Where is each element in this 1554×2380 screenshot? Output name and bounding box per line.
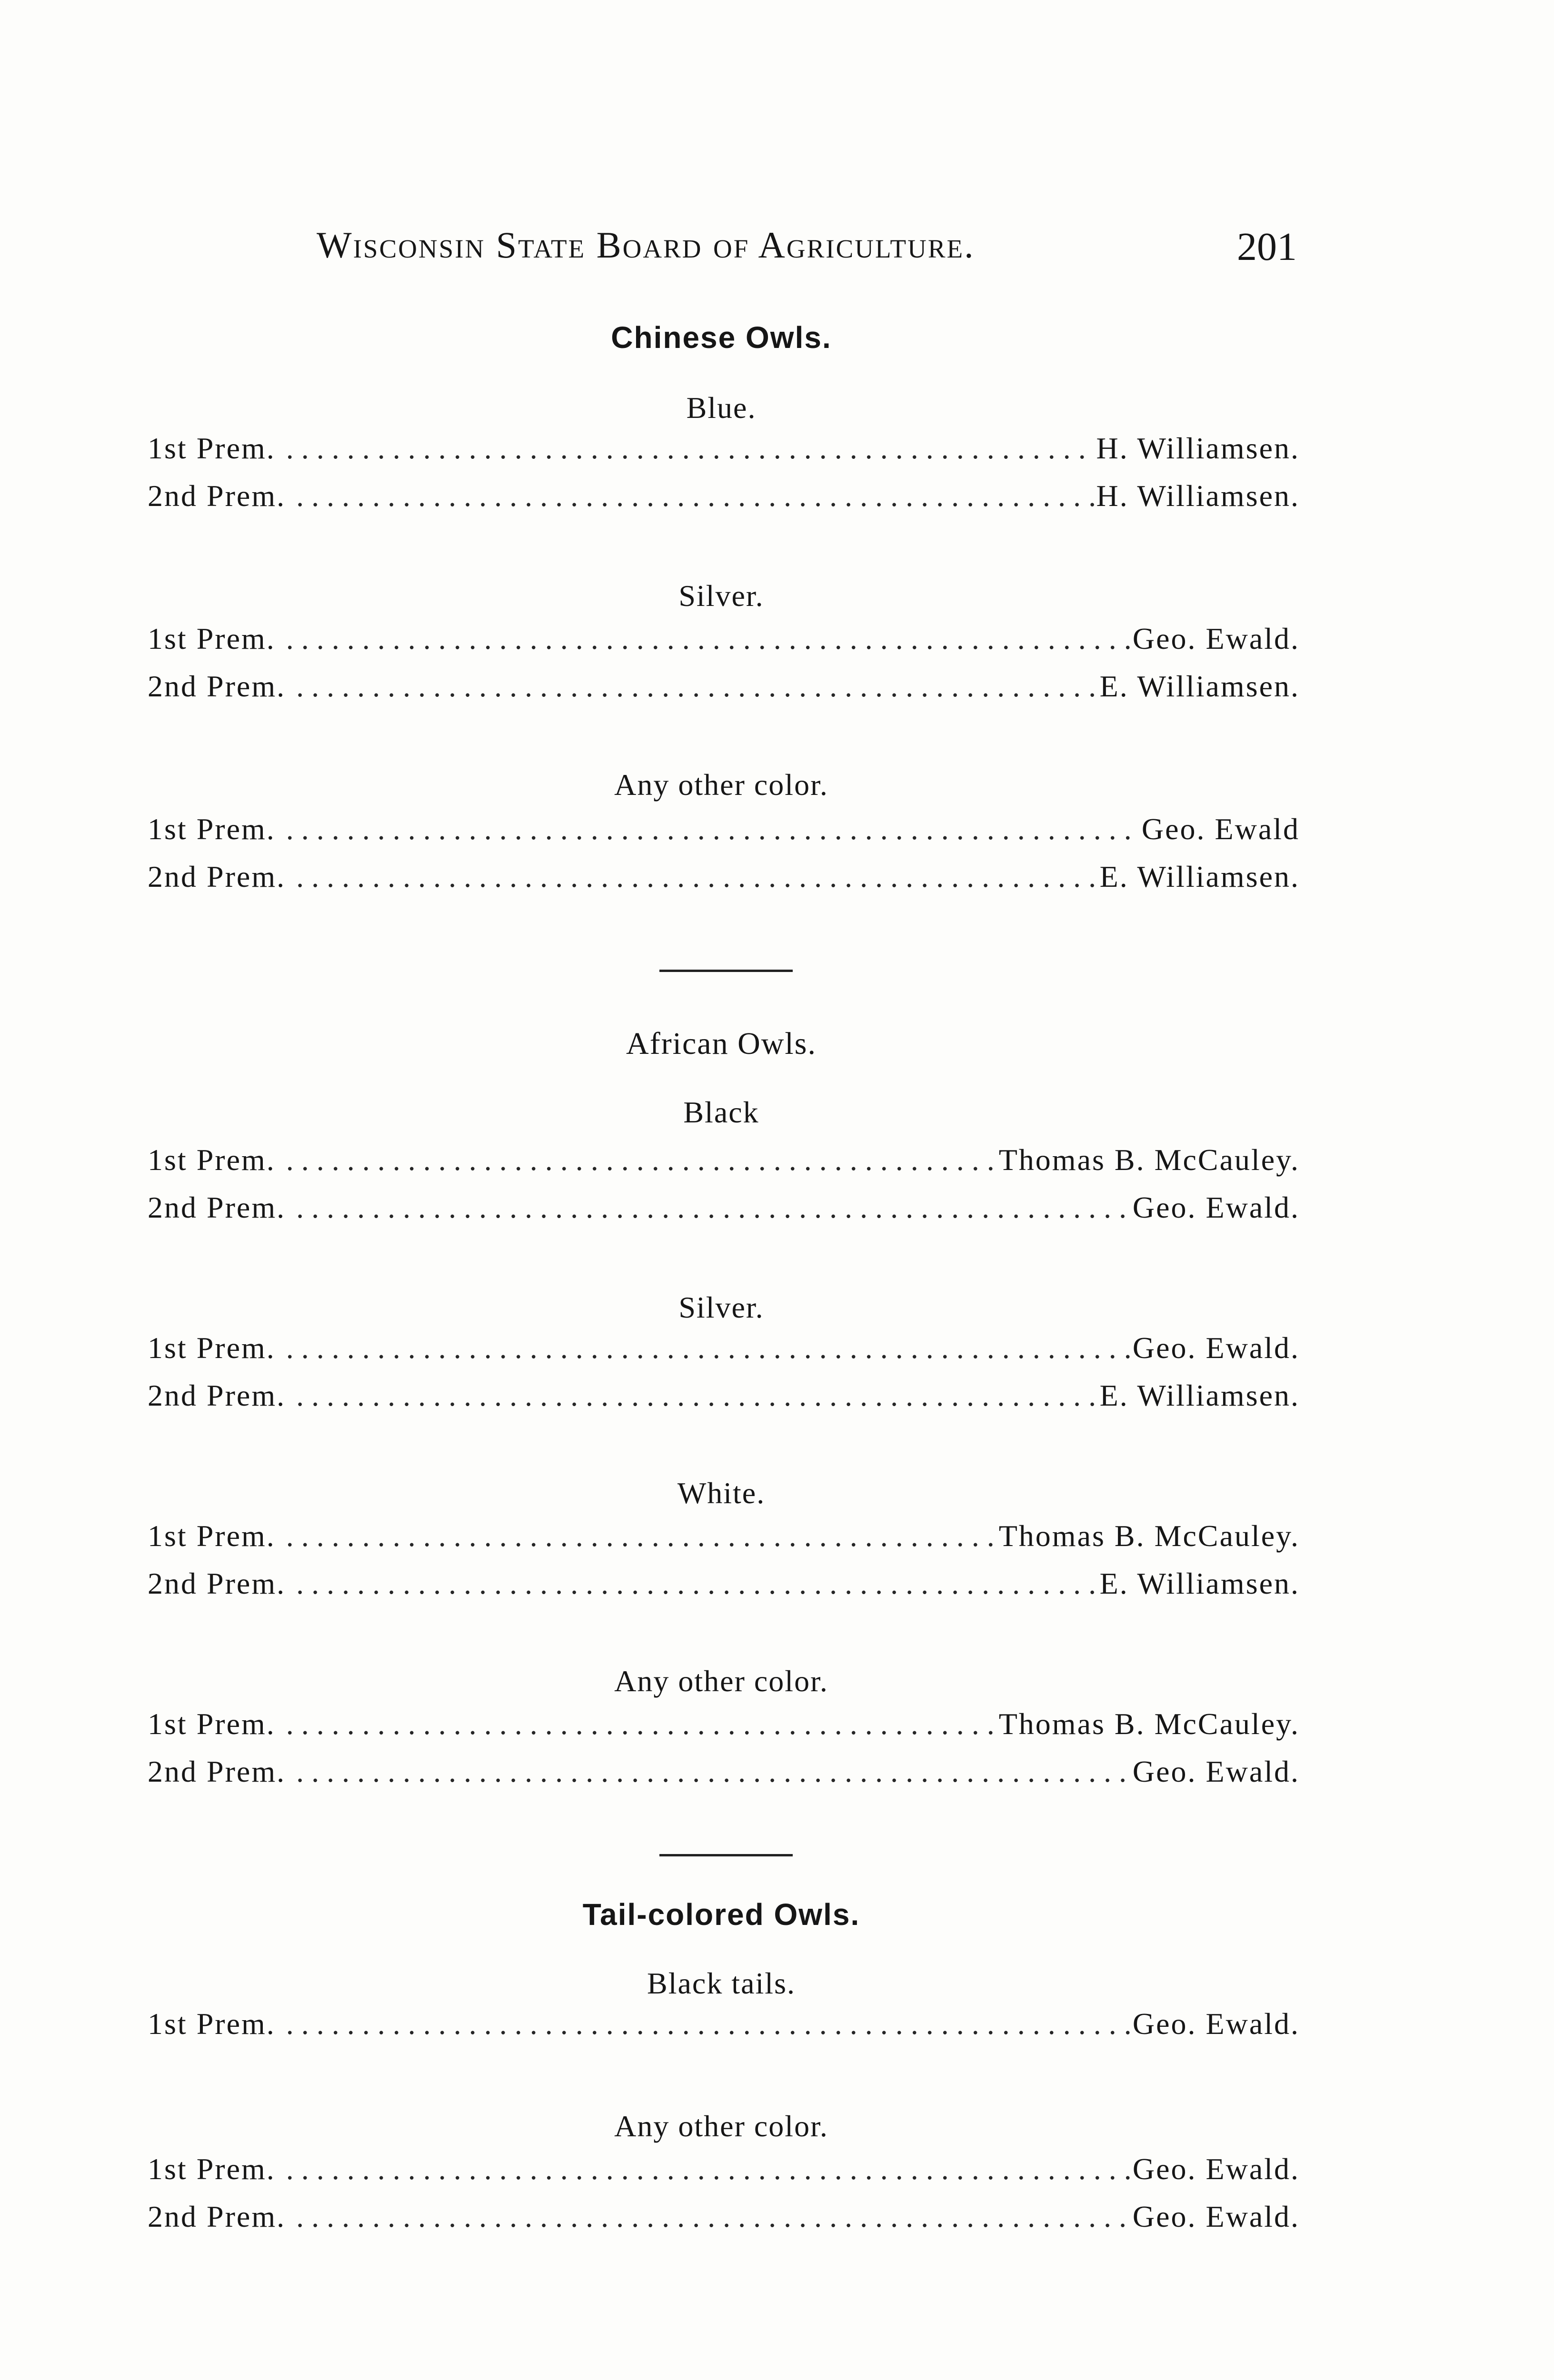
- award-row: [148, 431, 1300, 472]
- award-row: [148, 812, 1300, 853]
- award-row: [148, 1754, 1300, 1795]
- award-row: [148, 1566, 1300, 1607]
- award-row: [148, 1330, 1300, 1371]
- section-title: Tail-colored Owls.: [582, 1897, 860, 1932]
- award-row: [148, 2152, 1300, 2192]
- winner-name: Thomas B. McCauley.: [998, 1707, 1300, 1741]
- place-label: 1st Prem.: [148, 2152, 276, 2186]
- dot-leader: [296, 669, 1098, 704]
- winner-name: H. Williamsen.: [1096, 431, 1300, 465]
- group-title: Black tails.: [647, 1966, 796, 2000]
- place-label: 1st Prem.: [148, 431, 276, 465]
- group-title: Silver.: [678, 579, 764, 613]
- award-row: [148, 2199, 1300, 2240]
- place-label: 2nd Prem.: [148, 860, 286, 893]
- place-label: 1st Prem.: [148, 2007, 276, 2041]
- winner-name: Geo. Ewald.: [1132, 2200, 1300, 2233]
- dot-leader: [296, 859, 1098, 894]
- group-title: White.: [677, 1476, 766, 1510]
- place-label: 2nd Prem.: [148, 1567, 286, 1600]
- winner-name: Geo. Ewald: [1141, 812, 1300, 846]
- group-title: Blue.: [686, 391, 757, 425]
- place-label: 2nd Prem.: [148, 2200, 286, 2233]
- section-divider: [659, 1854, 793, 1856]
- award-row: [148, 669, 1300, 710]
- group-title: Silver.: [678, 1290, 764, 1324]
- page-number: 201: [1237, 225, 1297, 269]
- award-row: [148, 1706, 1300, 1747]
- group-title: Any other color.: [614, 2109, 828, 2143]
- award-row: [148, 621, 1300, 662]
- place-label: 2nd Prem.: [148, 1378, 286, 1412]
- place-label: 2nd Prem.: [148, 1755, 286, 1788]
- page-header: [0, 224, 1554, 281]
- group-title: Any other color.: [614, 1664, 828, 1698]
- dot-leader: [296, 2199, 1131, 2234]
- dot-leader: [286, 431, 1095, 466]
- place-label: 1st Prem.: [148, 1143, 276, 1177]
- place-label: 1st Prem.: [148, 1519, 276, 1553]
- award-row: [148, 478, 1300, 519]
- award-row: [148, 1378, 1300, 1419]
- place-label: 2nd Prem.: [148, 1190, 286, 1224]
- award-row: [148, 1190, 1300, 1231]
- winner-name: Geo. Ewald.: [1132, 2007, 1300, 2041]
- dot-leader: [296, 1378, 1098, 1413]
- winner-name: Thomas B. McCauley.: [998, 1143, 1300, 1177]
- dot-leader: [286, 2152, 1131, 2187]
- place-label: 1st Prem.: [148, 1331, 276, 1365]
- dot-leader: [286, 2006, 1131, 2042]
- winner-name: Geo. Ewald.: [1132, 1190, 1300, 1224]
- dot-leader: [286, 1518, 997, 1554]
- dot-leader: [286, 812, 1140, 847]
- dot-leader: [296, 1190, 1131, 1225]
- place-label: 2nd Prem.: [148, 669, 286, 703]
- award-row: [148, 1142, 1300, 1183]
- winner-name: E. Williamsen.: [1099, 1378, 1300, 1412]
- running-title: Wisconsin State Board of Agriculture.: [317, 224, 975, 266]
- award-row: [148, 859, 1300, 900]
- winner-name: E. Williamsen.: [1099, 1567, 1300, 1600]
- winner-name: E. Williamsen.: [1099, 860, 1300, 893]
- winner-name: Geo. Ewald.: [1132, 622, 1300, 655]
- place-label: 1st Prem.: [148, 1707, 276, 1741]
- place-label: 2nd Prem.: [148, 479, 286, 513]
- dot-leader: [286, 1142, 997, 1178]
- award-row: [148, 1518, 1300, 1559]
- winner-name: Geo. Ewald.: [1132, 1331, 1300, 1365]
- winner-name: Geo. Ewald.: [1132, 2152, 1300, 2186]
- dot-leader: [286, 621, 1131, 656]
- dot-leader: [296, 1754, 1131, 1789]
- place-label: 1st Prem.: [148, 812, 276, 846]
- dot-leader: [286, 1330, 1131, 1366]
- section-title: African Owls.: [626, 1026, 817, 1061]
- section-title: Chinese Owls.: [611, 320, 832, 355]
- award-row: [148, 2006, 1300, 2047]
- dot-leader: [296, 1566, 1098, 1601]
- winner-name: H. Williamsen.: [1096, 479, 1300, 513]
- winner-name: E. Williamsen.: [1099, 669, 1300, 703]
- group-title: Any other color.: [614, 768, 828, 802]
- place-label: 1st Prem.: [148, 622, 276, 655]
- winner-name: Thomas B. McCauley.: [998, 1519, 1300, 1553]
- dot-leader: [296, 478, 1094, 514]
- winner-name: Geo. Ewald.: [1132, 1755, 1300, 1788]
- group-title: Black: [683, 1095, 759, 1129]
- dot-leader: [286, 1706, 997, 1742]
- section-divider: [659, 970, 793, 972]
